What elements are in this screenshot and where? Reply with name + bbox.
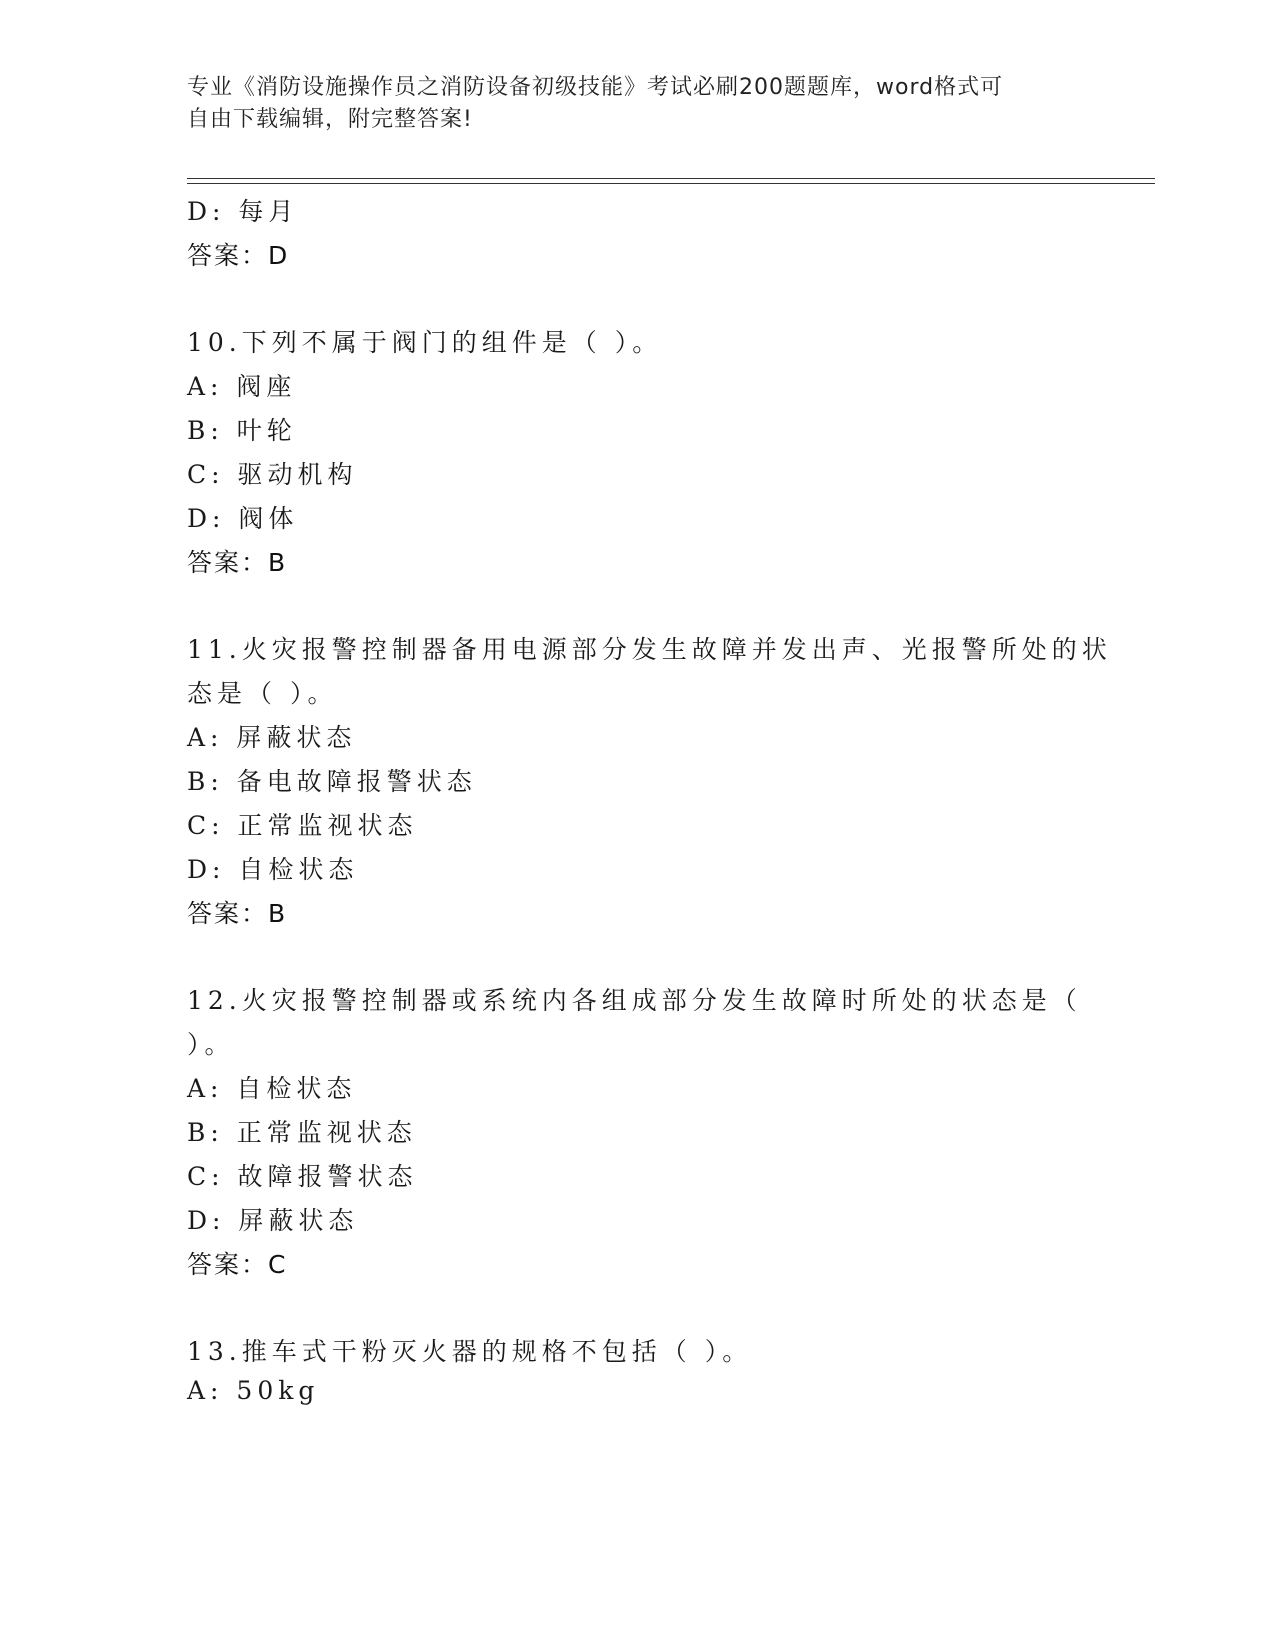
q12-option-d: D: 屏蔽状态 [187,1206,359,1235]
q11-answer: 答案：B [187,899,288,928]
header-line-2: 自由下载编辑，附完整答案! [187,107,473,132]
q11-option-a: A: 屏蔽状态 [187,723,357,752]
q10-stem: 10.下列不属于阀门的组件是（ ）。 [187,328,663,357]
document-header [187,72,1067,136]
q11-stem-line-2: 态是（ ）。 [187,679,338,708]
q12-stem-line-1: 12.火灾报警控制器或系统内各组成部分发生故障时所处的状态是（ [187,986,1082,1015]
q13-stem: 13.推车式干粉灭火器的规格不包括（ ）。 [187,1337,753,1366]
q10-answer: 答案：B [187,548,288,577]
q10-option-c: C: 驱动机构 [187,460,358,489]
header-divider-top [187,178,1155,179]
q10-option-a: A: 阀座 [187,372,297,401]
q12-answer: 答案：C [187,1250,288,1279]
q12-option-a: A: 自检状态 [187,1074,357,1103]
q11-option-b: B: 备电故障报警状态 [187,767,477,796]
header-line-1: 专业《消防设施操作员之消防设备初级技能》考试必刷200题题库，word格式可 [187,75,1004,100]
q10-option-d: D: 阀体 [187,504,299,533]
prev-option-d: D: 每月 [187,197,299,226]
q11-option-c: C: 正常监视状态 [187,811,418,840]
q12-stem-line-2: ）。 [187,1030,235,1059]
q11-stem-line-1: 11.火灾报警控制器备用电源部分发生故障并发出声、光报警所处的状 [187,635,1112,664]
q11-option-d: D: 自检状态 [187,855,359,884]
header-divider-bottom [187,183,1155,184]
q10-option-b: B: 叶轮 [187,416,297,445]
prev-answer: 答案：D [187,241,290,270]
q12-option-c: C: 故障报警状态 [187,1162,418,1191]
q13-option-a: A: 50kg [187,1376,320,1405]
q12-option-b: B: 正常监视状态 [187,1118,417,1147]
